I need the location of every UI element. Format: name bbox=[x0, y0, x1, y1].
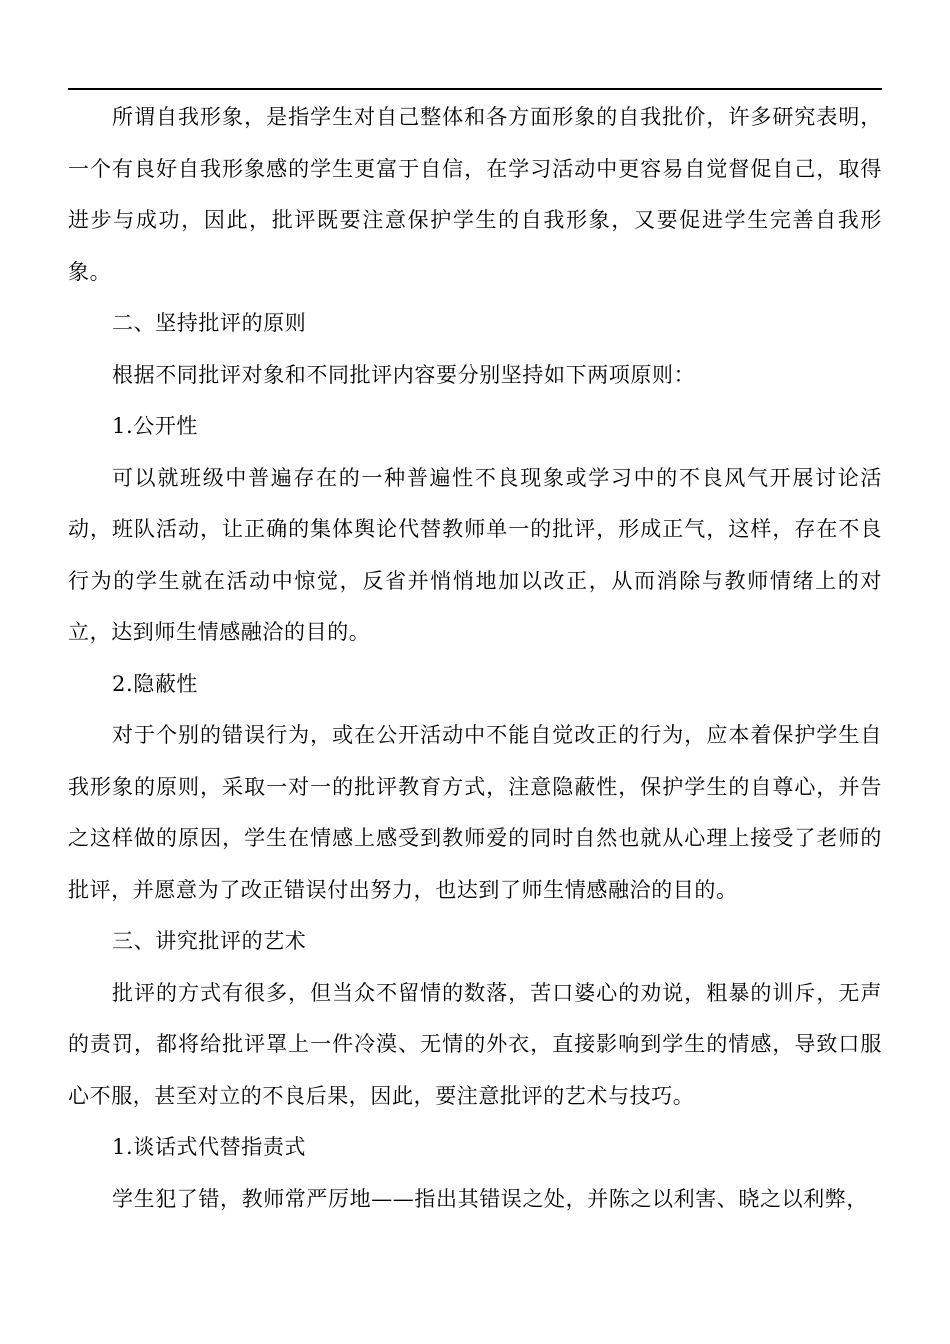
paragraph-art: 批评的方式有很多，但当众不留情的数落，苦口婆心的劝说，粗暴的训斥，无声的责罚，都将给批评罩上一件冷漠、无情的外衣，直接影响到学生的情感，导致口服心不服，甚至对立的不良后果，因此，要注意批评的艺术与技巧。 bbox=[68, 980, 882, 1108]
paragraph-conversation: 学生犯了错，教师常严厉地——指出其错误之处，并陈之以利害、晓之以利弊， bbox=[112, 1186, 868, 1211]
header-rule bbox=[68, 88, 882, 90]
subheading-openness: 1.公开性 bbox=[112, 414, 199, 438]
subheading-concealment: 2.隐蔽性 bbox=[112, 671, 199, 696]
subheading-conversation: 1.谈话式代替指责式 bbox=[112, 1135, 307, 1159]
paragraph-openness: 可以就班级中普遍存在的一种普遍性不良现象或学习中的不良风气开展讨论活动，班队活动，让正确的集体舆论代替教师单一的批评，形成正气，这样，存在不良行为的学生就在活动中惊觉，反省并悄悄地加以改正，从而消除与教师情绪上的对立，达到师生情感融洽的目的。 bbox=[68, 465, 882, 644]
paragraph-principles-intro: 根据不同批评对象和不同批评内容要分别坚持如下两项原则： bbox=[112, 362, 696, 387]
section-heading-art: 三、讲究批评的艺术 bbox=[112, 929, 307, 953]
document-body bbox=[68, 92, 882, 1225]
section-heading-principles: 二、坚持批评的原则 bbox=[112, 311, 307, 335]
paragraph-self-image: 所谓自我形象，是指学生对自己整体和各方面形象的自我批价，许多研究表明，一个有良好自我形象感的学生更富于自信，在学习活动中更容易自觉督促自己，取得进步与成功，因此，批评既要注意保护学生的自我形象，又要促进学生完善自我形象。 bbox=[68, 105, 882, 284]
paragraph-concealment: 对于个别的错误行为，或在公开活动中不能自觉改正的行为，应本着保护学生自我形象的原则，采取一对一的批评教育方式，注意隐蔽性，保护学生的自尊心，并告之这样做的原因，学生在情感上感受到教师爱的同时自然也就从心理上接受了老师的批评，并愿意为了改正错误付出努力，也达到了师生情感融洽的目的。 bbox=[68, 723, 882, 902]
